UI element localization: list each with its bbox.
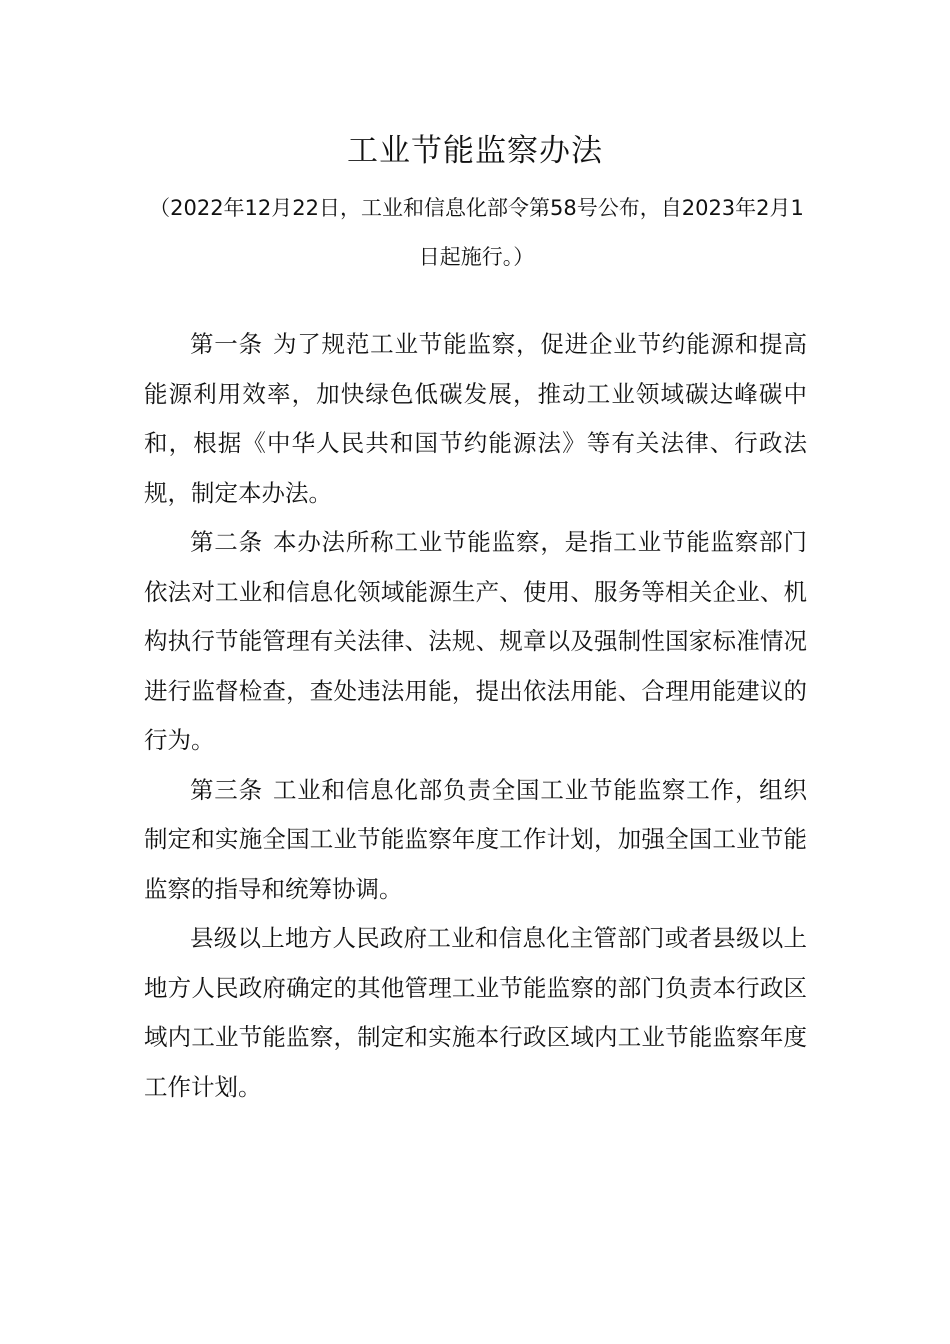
article-3-heading: 第三条 xyxy=(190,775,263,804)
article-2-text: 本办法所称工业节能监察，是指工业节能监察部门依法对工业和信息化领域能源生产、使用、服务等相关企业、机构执行节能管理有关法律、法规、规章以及强制性国家标准情况进行监督检查，查处违法用能，提出依法用能、合理用能建议的行为。 xyxy=(144,528,807,754)
article-1-heading: 第一条 xyxy=(190,330,263,358)
document-title: 工业节能监察办法 xyxy=(347,133,603,169)
document-subtitle: （2022年12月22日，工业和信息化部令第58号公布，自2023年2月1日起施行。） xyxy=(149,196,804,269)
article-2-heading: 第二条 xyxy=(190,528,263,556)
article-3-paragraph-2-text: 县级以上地方人民政府工业和信息化主管部门或者县级以上地方人民政府确定的其他管理工业节能监察的部门负责本行政区域内工业节能监察，制定和实施本行政区域内工业节能监察年度工作计划。 xyxy=(144,924,807,1101)
document-body xyxy=(144,320,807,1112)
article-3-paragraph-2 xyxy=(144,914,807,1112)
article-1-text: 为了规范工业节能监察，促进企业节约能源和提高能源利用效率，加快绿色低碳发展，推动工业领域碳达峰碳中和，根据《中华人民共和国节约能源法》等有关法律、行政法规，制定本办法。 xyxy=(144,330,807,507)
article-3 xyxy=(144,766,807,915)
article-2 xyxy=(144,518,807,766)
article-3-text: 工业和信息化部负责全国工业节能监察工作，组织制定和实施全国工业节能监察年度工作计划，加强全国工业节能监察的指导和统筹协调。 xyxy=(144,775,807,903)
article-1 xyxy=(144,320,807,518)
